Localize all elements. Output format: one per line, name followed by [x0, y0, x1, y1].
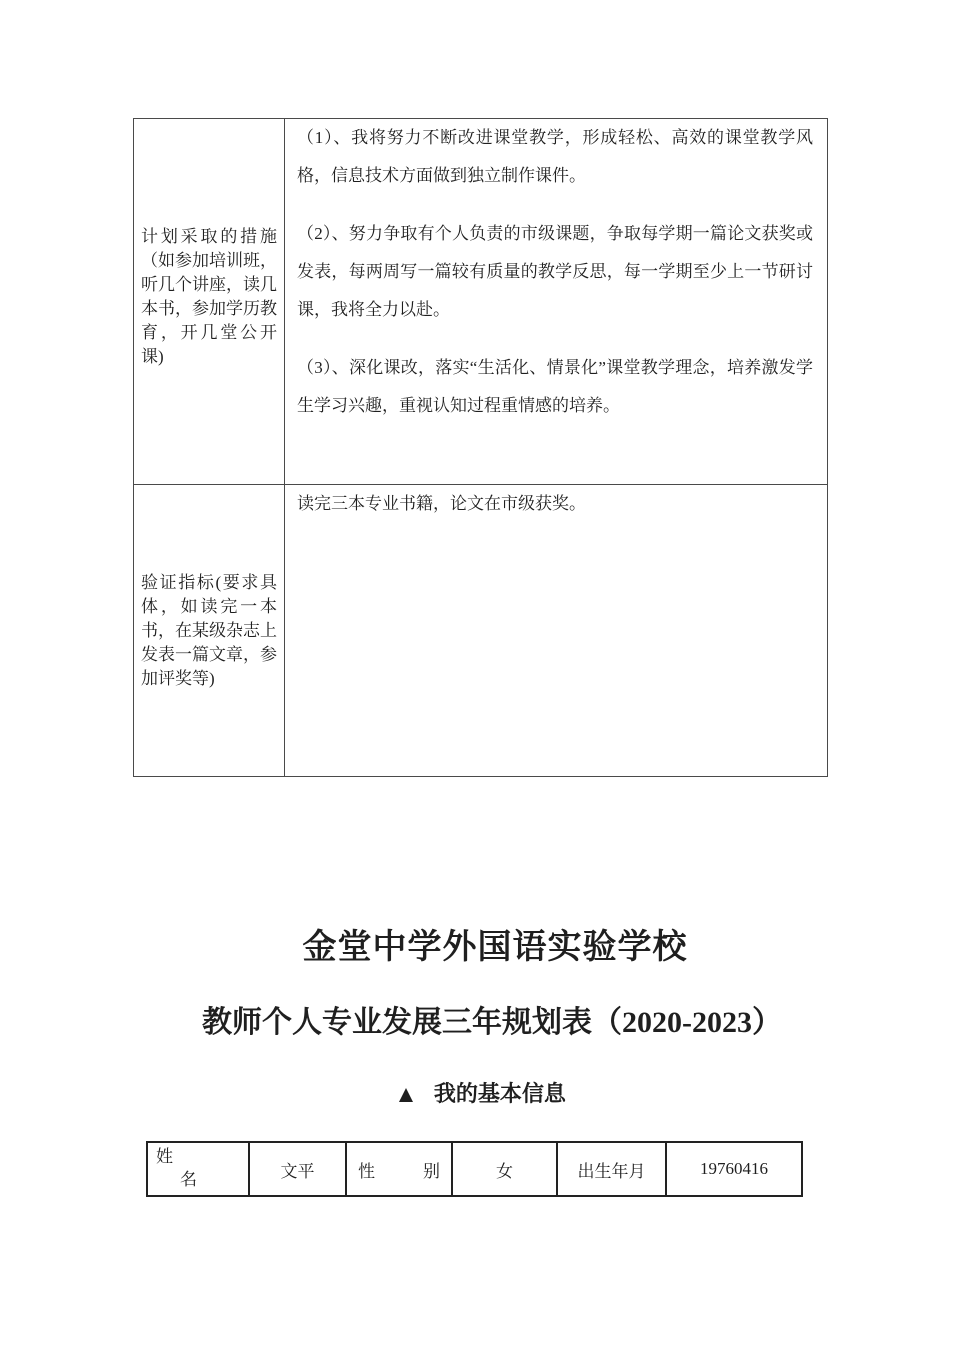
gender-label-char2: 别	[423, 1161, 440, 1181]
gender-label-cell	[347, 1143, 453, 1195]
measures-label-line: 课)	[141, 346, 164, 366]
name-label-bottom: 名	[180, 1170, 197, 1189]
birth-label-cell: 出生年月	[558, 1143, 667, 1195]
plan-table	[133, 118, 828, 777]
basic-info-table	[146, 1141, 803, 1197]
gender-value-cell: 女	[453, 1143, 558, 1195]
measures-label-line: 本书，参加学历教	[141, 298, 277, 318]
birth-value-cell: 19760416	[700, 1159, 768, 1178]
indicators-label-line: 验证指标(要求具	[141, 572, 277, 592]
indicators-label-line: 发表一篇文章，参	[141, 644, 277, 664]
measures-label-line: 育，开几堂公开	[141, 322, 277, 342]
section-heading	[0, 1080, 960, 1109]
indicators-paragraph: 读完三本专业书籍，论文在市级获奖。	[297, 494, 586, 513]
measures-label-line: 听几个讲座，读几	[141, 274, 277, 294]
indicators-content-cell	[285, 485, 827, 776]
measures-content-cell	[285, 119, 827, 485]
school-title: 金堂中学外国语实验学校	[302, 929, 688, 966]
measures-label-line: 计划采取的措施	[141, 226, 277, 246]
indicators-label-line: 加评奖等)	[141, 668, 215, 688]
measures-label-line: （如参加培训班，	[141, 250, 277, 270]
measures-paragraph-3: （3）、深化课改，落实“生活化、情景化”课堂教学理念，培养激发学生学习兴趣，重视认知过程重情感的培养。	[297, 358, 813, 415]
name-label-cell	[148, 1143, 250, 1195]
indicators-label-line: 书，在某级杂志上	[141, 620, 277, 640]
name-label-top: 姓	[156, 1147, 173, 1166]
document-subtitle: 教师个人专业发展三年规划表（2020-2023）	[202, 1006, 782, 1039]
measures-label-cell	[134, 119, 285, 485]
indicators-label-line: 体，如读完一本	[141, 596, 277, 616]
section-heading-label: 我的基本信息	[433, 1081, 566, 1106]
indicators-label-cell	[134, 485, 285, 776]
name-value-cell: 文平	[250, 1143, 347, 1195]
triangle-bullet-icon: ▲	[394, 1082, 418, 1108]
measures-paragraph-2: （2）、努力争取有个人负责的市级课题，争取每学期一篇论文获奖或发表，每两周写一篇较有质量的教学反思，每一学期至少上一节研讨课，我将全力以赴。	[297, 224, 813, 319]
measures-paragraph-1: （1）、我将努力不断改进课堂教学，形成轻松、高效的课堂教学风格，信息技术方面做到独立制作课件。	[297, 128, 813, 185]
gender-label-char1: 性	[358, 1161, 375, 1181]
